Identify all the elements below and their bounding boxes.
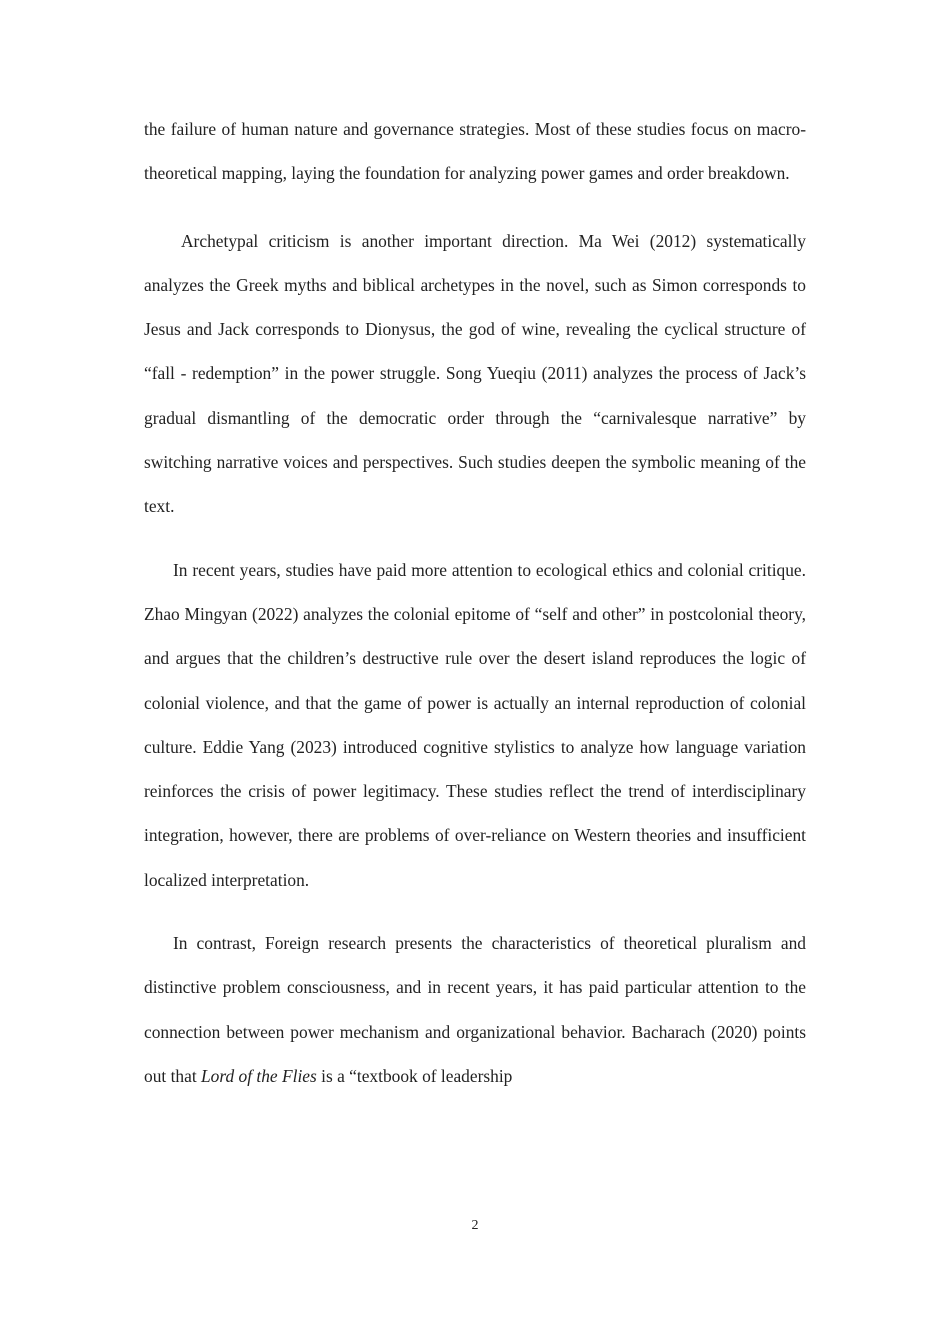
document-body [144, 107, 806, 1098]
paragraph-recent-studies: In recent years, studies have paid more attention to ecological ethics and colonial critique. Zhao Mingyan (2022) analyzes the colonial epitome of “self and other” in postcolonial theory, and argues that the children’s destructive rule over the desert island reproduces the logic of colonial violence, and that the game of power is actually an internal reproduction of colonial culture. Eddie Yang (2023) introduced cognitive stylistics to analyze how language variation reinforces the crisis of power legitimacy. These studies reflect the trend of interdisciplinary integration, however, there are problems of over-reliance on Western theories and insufficient localized interpretation. [144, 559, 806, 890]
paragraph-archetypal-criticism: Archetypal criticism is another important direction. Ma Wei (2012) systematically analyzes the Greek myths and biblical archetypes in the novel, such as Simon corresponds to Jesus and Jack corresponds to Dionysus, the god of wine, revealing the cyclical structure of “fall - redemption” in the power struggle. Song Yueqiu (2011) analyzes the process of Jack’s gradual dismantling of the democratic order through the “carnivalesque narrative” by switching narrative voices and perspectives. Such studies deepen the symbolic meaning of the text. [144, 230, 806, 517]
paragraph-foreign-research [144, 921, 806, 1098]
paragraph-text-before-title: In contrast, Foreign research presents the characteristics of theoretical pluralism and distinctive problem consciousness, and in recent years, it has paid particular attention to the connection between power mechanism and organizational behavior. Bacharach (2020) points out that [144, 933, 806, 1086]
paragraph-text-after-title: is a “textbook of leadership [316, 1065, 513, 1086]
book-title: Lord of the Flies [201, 1065, 317, 1086]
page-number: 2 [471, 1218, 479, 1233]
paragraph-continuation: the failure of human nature and governance strategies. Most of these studies focus on macro-theoretical mapping, laying the foundation for analyzing power games and order breakdown. [144, 119, 806, 184]
